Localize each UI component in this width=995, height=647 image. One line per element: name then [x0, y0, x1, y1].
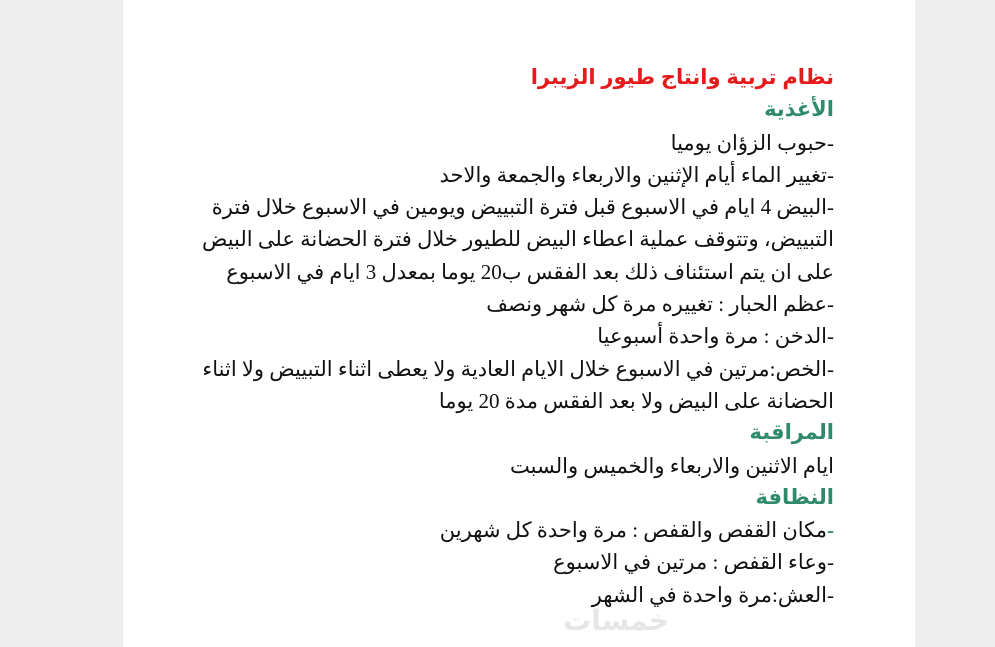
document-title: نظام تربية وانتاج طيور الزيبرا: [530, 66, 834, 89]
food-line-1: -حبوب الزؤان يوميا: [670, 130, 834, 155]
document-page: [123, 0, 915, 647]
section-heading-food: الأغذية: [764, 98, 834, 122]
cleaning-line-1-text: مكان القفص والقفص : مرة واحدة كل شهرين: [439, 518, 827, 543]
cleaning-line-1: [198, 514, 834, 546]
section-heading-cleaning: النظافة: [755, 485, 834, 509]
cleaning-dash: -: [827, 518, 834, 543]
watermark-logo: خمسات: [563, 604, 670, 637]
food-line-3: -البيض 4 ايام في الاسبوع قبل فترة التبييض ويومين في الاسبوع خلال فترة التبييض، وتتوقف عملية اعطاء البيض للطيور خلال فترة الحضانة على البيض على ان يتم استئناف ذلك بعد الفقس ب20 يوما بمعدل 3 ايام في الاسبوع: [201, 195, 834, 284]
monitoring-line-1: ايام الاثنين والاربعاء والخميس والسبت: [510, 453, 834, 478]
document-content: [198, 62, 834, 611]
cleaning-line-2: -وعاء القفص : مرتين في الاسبوع: [553, 550, 834, 575]
food-line-6: -الخص:مرتين في الاسبوع خلال الايام العادية ولا يعطى اثناء التبييض ولا اثناء الحضانة على البيض ولا بعد الفقس مدة 20 يوما: [202, 356, 834, 413]
food-line-5: -الدخن : مرة واحدة أسبوعيا: [597, 324, 834, 349]
food-line-4: -عظم الحبار : تغييره مرة كل شهر ونصف: [486, 292, 834, 317]
food-line-2: -تغيير الماء أيام الإثنين والاربعاء والجمعة والاحد: [439, 162, 834, 187]
section-heading-monitoring: المراقبة: [749, 421, 834, 445]
cleaning-line-3: -العش:مرة واحدة في الشهر: [591, 582, 834, 607]
